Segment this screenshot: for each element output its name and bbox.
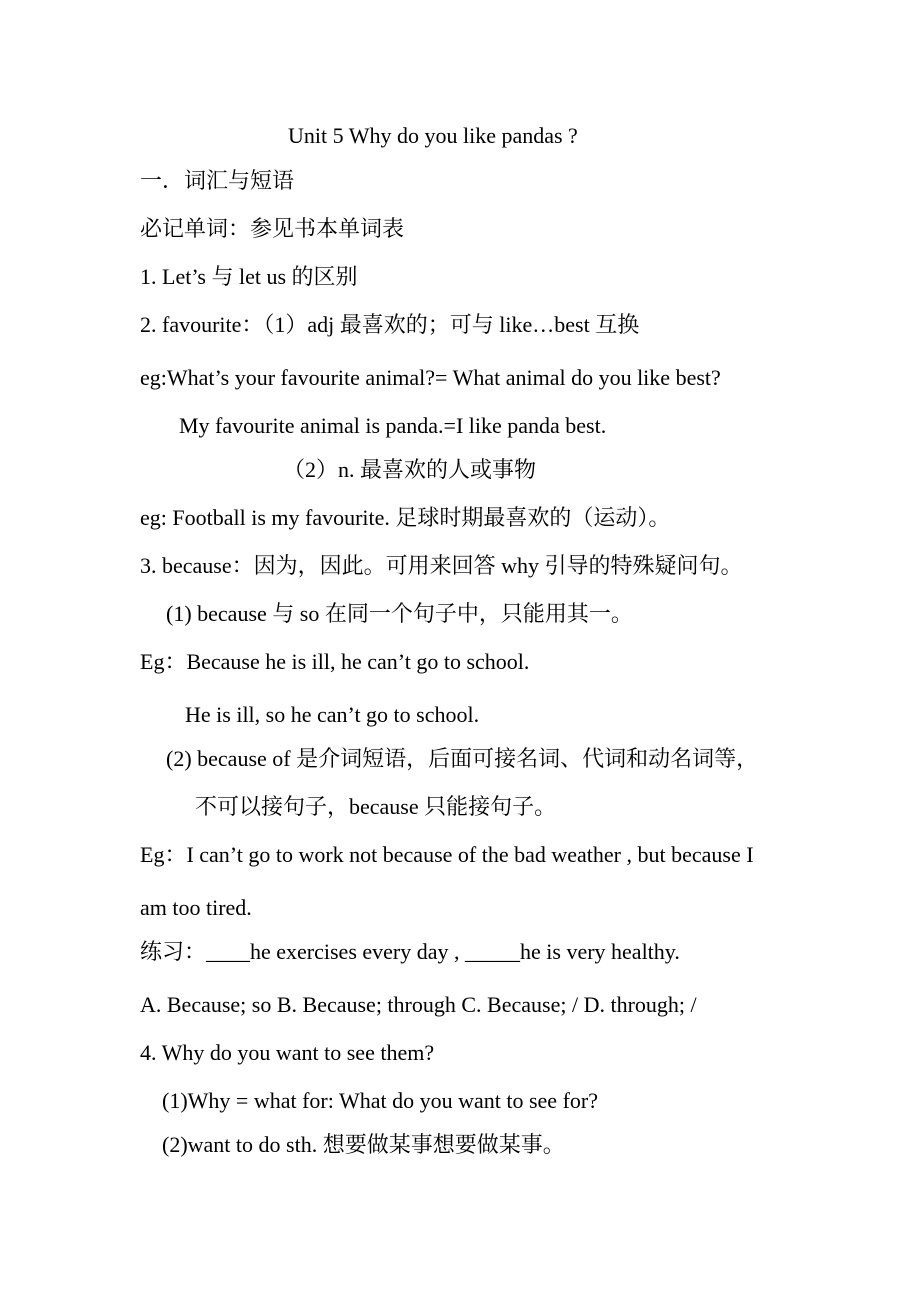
text-line: 不可以接句子，because 只能接句子。: [195, 794, 557, 819]
example-line: eg:What’s your favourite animal?= What animal do you like best?: [140, 365, 721, 390]
example-line: My favourite animal is panda.=I like panda best.: [179, 413, 607, 438]
text-line: 3. because：因为，因此。可用来回答 why 引导的特殊疑问句。: [140, 553, 743, 578]
text-line: (2)want to do sth. 想要做某事想要做某事。: [162, 1132, 565, 1157]
text-line: （2）n. 最喜欢的人或事物: [283, 457, 537, 482]
document-title: Unit 5 Why do you like pandas ?: [288, 123, 578, 148]
example-line: He is ill, so he can’t go to school.: [185, 702, 480, 727]
text-line: 2. favourite：（1）adj 最喜欢的；可与 like…best 互换: [140, 312, 640, 337]
text-line: (2) because of 是介词短语，后面可接名词、代词和动名词等，: [166, 746, 759, 771]
text-line: (1)Why = what for: What do you want to see for?: [162, 1088, 598, 1113]
text-line: 1. Let’s 与 let us 的区别: [140, 264, 358, 289]
exercise-options: A. Because; so B. Because; through C. Because; / D. through; /: [140, 992, 697, 1017]
text-line: 必记单词：参见书本单词表: [140, 216, 405, 241]
example-line: am too tired.: [140, 895, 252, 920]
text-line: 4. Why do you want to see them?: [140, 1040, 435, 1065]
text-line: (1) because 与 so 在同一个句子中，只能用其一。: [166, 601, 633, 626]
example-line: Eg：Because he is ill, he can’t go to school.: [140, 649, 530, 674]
exercise-question: 练习：____he exercises every day , _____he is very healthy.: [140, 939, 680, 964]
section-heading-vocabulary: 一．词汇与短语: [140, 168, 295, 193]
example-line: Eg：I can’t go to work not because of the bad weather , but because I: [140, 842, 754, 867]
example-line: eg: Football is my favourite. 足球时期最喜欢的（运动）。: [140, 505, 671, 530]
